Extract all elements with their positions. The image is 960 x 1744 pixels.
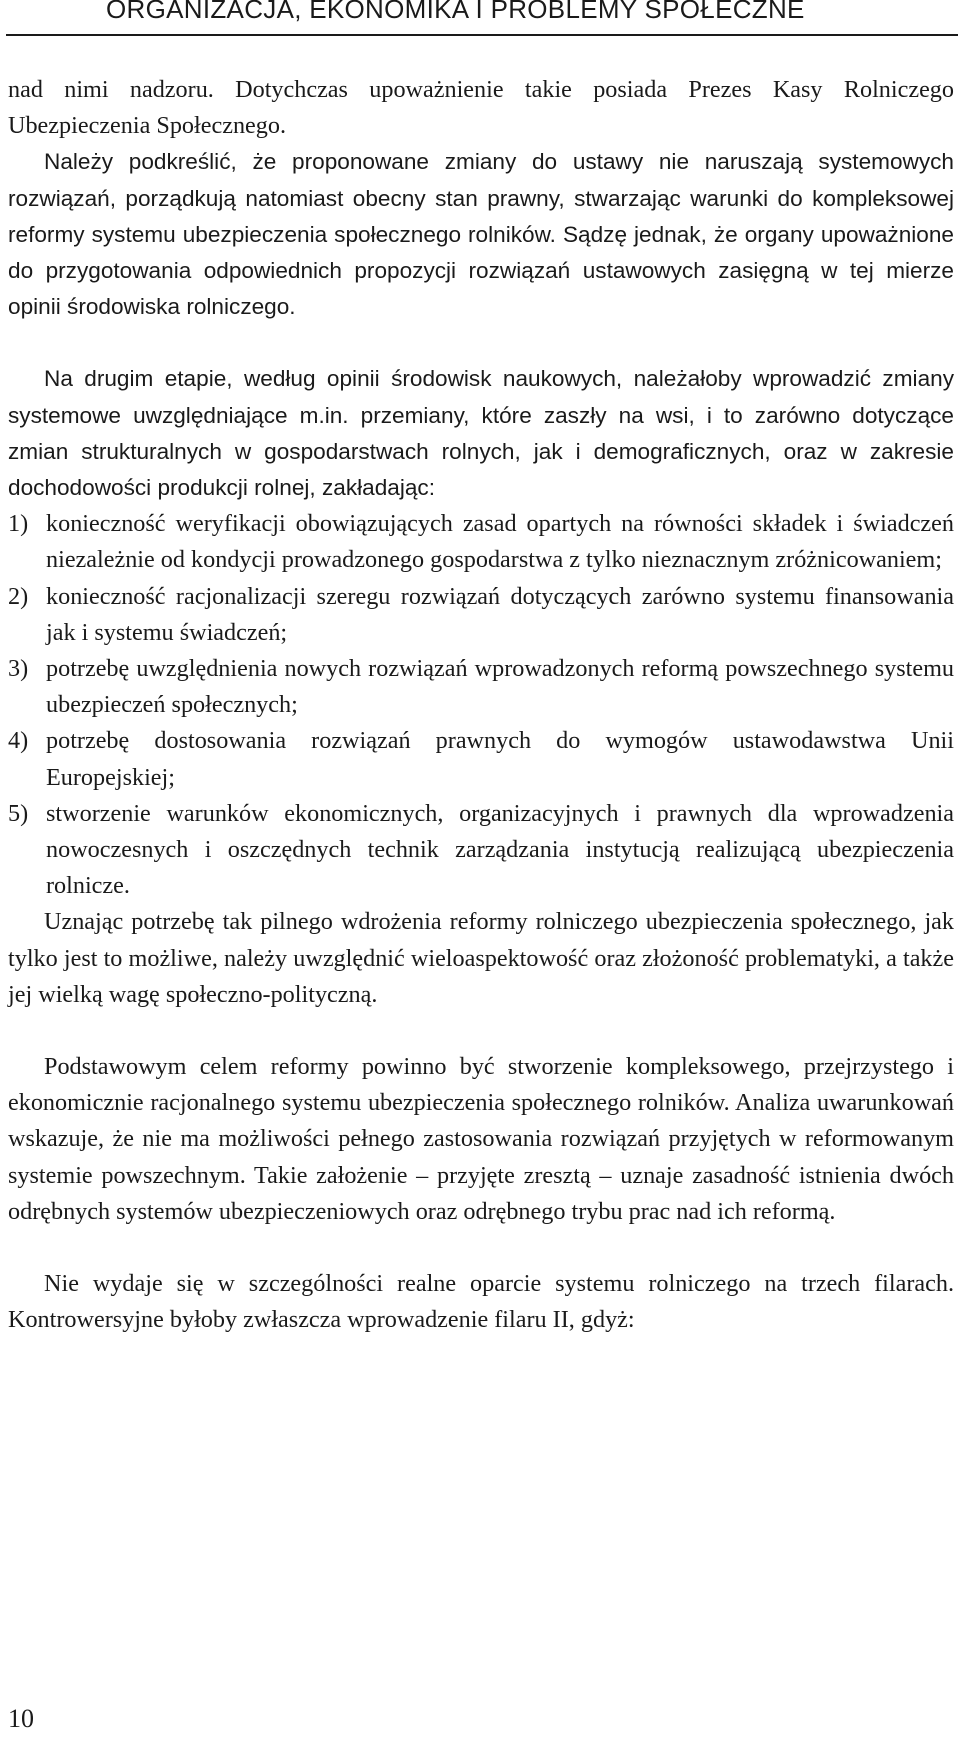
list-item-number: 2) [8, 582, 29, 610]
list-item-number: 5) [8, 799, 29, 827]
paragraph-4: Uznając potrzebę tak pilnego wdrożenia reformy rolniczego ubezpieczenia społecznego, jak tylko jest to możliwe, należy uwzględnić wieloaspektowość oraz złożoność problematyki, a także jej wielką wagę społeczno-polityczną. [8, 908, 954, 1008]
paragraph-1: nad nimi nadzoru. Dotychczas upoważnienie takie posiada Prezes Kasy Rolniczego Ubezpieczenia Społecznego. [8, 76, 954, 140]
list-item-text: potrzebę dostosowania rozwiązań prawnych do wymogów ustawodawstwa Unii Europejskiej; [46, 727, 954, 791]
list-item-number: 4) [8, 727, 29, 755]
paragraph-5: Podstawowym celem reformy powinno być stworzenie kompleksowego, przejrzystego i ekonomicznie racjonalnego systemu ubezpieczenia społecznego rolników. Analiza uwarunkowań wskazuje, że nie ma możliwości pełnego zastosowania rozwiązań przyjętych w reformowanym systemie powszechnym. Takie założenie – przyjęte zresztą – uznaje zasadność istnienia dwóch odrębnych systemów ubezpieczeniowych oraz odrębnego trybu prac nad ich reformą. [8, 1053, 954, 1225]
numbered-list [8, 506, 954, 904]
list-item [8, 506, 954, 578]
paragraph-6: Nie wydaje się w szczególności realne oparcie systemu rolniczego na trzech filarach. Kontrowersyjne byłoby zwłaszcza wprowadzenie filaru II, gdyż: [8, 1270, 954, 1334]
running-header-title: ORGANIZACJA, EKONOMIKA I PROBLEMY SPOŁECZNE [106, 0, 805, 24]
list-item [8, 796, 954, 905]
list-item-text: konieczność weryfikacji obowiązujących zasad opartych na równości składek i świadczeń niezależnie od kondycji prowadzonego gospodarstwa z tylko nieznacznym zróżnicowaniem; [46, 510, 954, 574]
list-item-text: konieczność racjonalizacji szeregu rozwiązań dotyczących zarówno systemu finansowania jak i systemu świadczeń; [46, 582, 954, 646]
paragraph-3: Na drugim etapie, według opinii środowisk naukowych, należałoby wprowadzić zmiany systemowe uwzględniające m.in. przemiany, które zaszły na wsi, i to zarówno dotyczące zmian strukturalnych w gospodarstwach rolnych, jak i demograficznych, oraz w zakresie dochodowości produkcji rolnej, zakładając: [8, 366, 954, 501]
list-item [8, 651, 954, 723]
paragraph-2: Należy podkreślić, że proponowane zmiany do ustawy nie naruszają systemowych rozwiązań, porządkują natomiast obecny stan prawny, stwarzając warunki do kompleksowej reformy systemu ubezpieczenia społecznego rolników. Sądzę jednak, że organy upoważnione do przygotowania odpowiednich propozycji rozwiązań ustawowych zasięgną w tej mierze opinii środowiska rolniczego. [8, 149, 954, 320]
page-number: 10 [8, 1704, 34, 1733]
list-item [8, 579, 954, 651]
list-item-text: potrzebę uwzględnienia nowych rozwiązań wprowadzonych reformą powszechnego systemu ubezpieczeń społecznych; [46, 655, 954, 719]
paragraph-gap [8, 1230, 954, 1266]
paragraph-gap [8, 325, 954, 361]
list-item-number: 3) [8, 655, 29, 683]
list-item-text: stworzenie warunków ekonomicznych, organizacyjnych i prawnych dla wprowadzenia nowoczesnych i oszczędnych technik zarządzania instytucją realizującą ubezpieczenia rolnicze. [46, 799, 954, 900]
list-item [8, 723, 954, 795]
list-item-number: 1) [8, 510, 29, 538]
header-rule [6, 34, 958, 36]
paragraph-gap [8, 1013, 954, 1049]
page-body [8, 72, 954, 1339]
running-header [0, 0, 960, 48]
